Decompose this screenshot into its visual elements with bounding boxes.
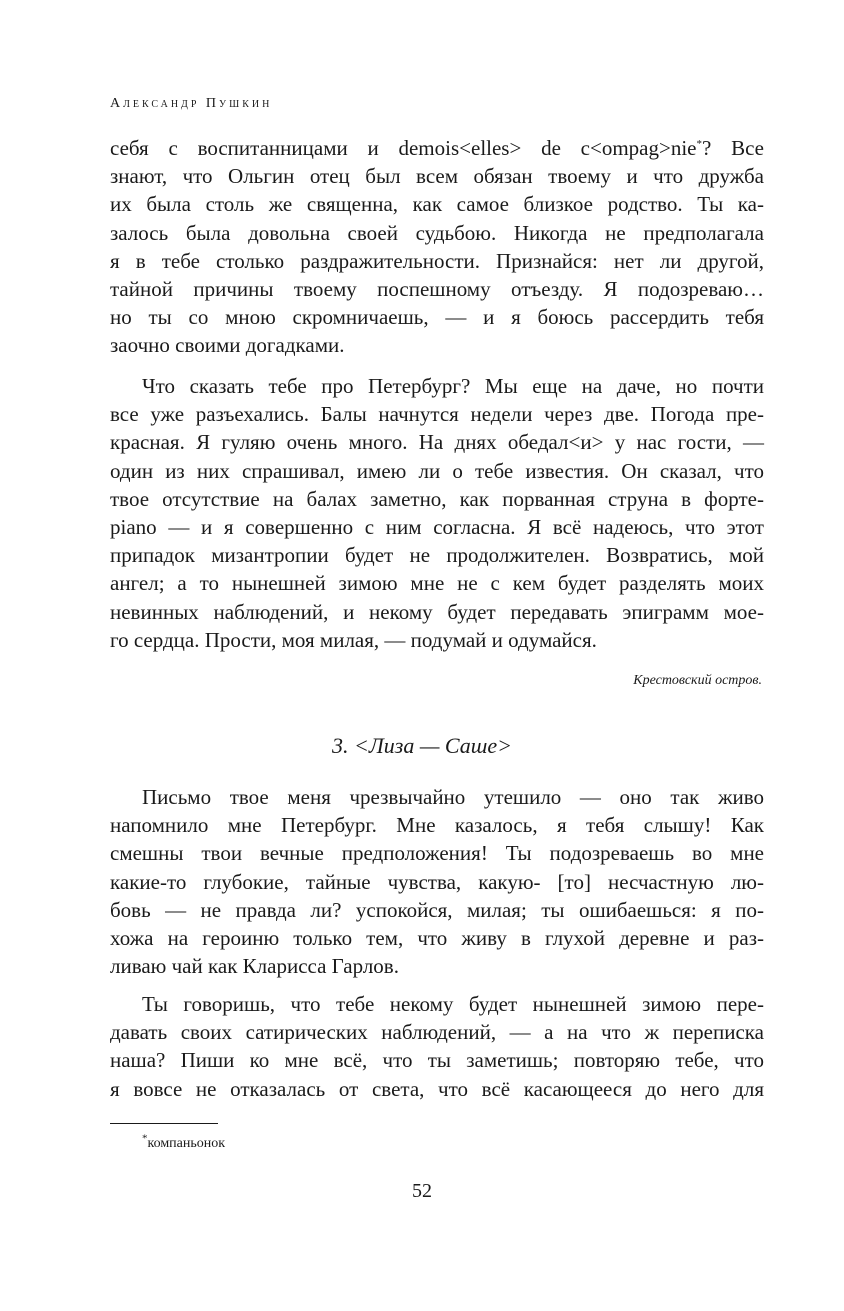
text-line: твое отсутствие на балах заметно, как порванная струна в форте- (110, 486, 764, 511)
text-line: смешны твои вечные предположения! Ты подозреваешь во мне (110, 841, 764, 866)
text-line: какие-то глубокие, тайные чувства, какую- [то] несчастную лю- (110, 869, 764, 894)
text-line: Ты говоришь, что тебе некому будет нынешней зимою пере- (142, 992, 764, 1016)
footnote (142, 1132, 226, 1152)
text-line: напомнило мне Петербург. Мне казалось, я тебя слышу! Как (110, 813, 764, 838)
paragraph-2 (110, 372, 764, 654)
footnote-rule (110, 1123, 218, 1124)
text-line: тайной причины твоему поспешному отъезду. Я подозреваю… (110, 276, 764, 301)
signature-place: Крестовский остров. (633, 673, 762, 688)
text-line: ангел; а то нынешней зимою мне не с кем будет разделять моих (110, 571, 764, 596)
text-line: заочно своими догадками. (110, 333, 345, 358)
text-line: припадок мизантропии будет не продолжителен. Возвратись, мой (110, 543, 764, 568)
text-line: красная. Я гуляю очень много. На днях обедал<и> у нас гости, — (110, 430, 764, 455)
footnote-marker: * (696, 138, 702, 150)
text-line: го сердца. Прости, моя милая, — подумай и одумайся. (110, 627, 597, 652)
paragraph-3 (110, 783, 764, 980)
text-line: невинных наблюдений, и некому будет передавать эпиграмм мое- (110, 599, 764, 624)
text-line: ливаю чай как Кларисса Гарлов. (110, 954, 399, 979)
text-line: все уже разъехались. Балы начнутся недели через две. Погода пре- (110, 402, 764, 427)
text-line: наша? Пиши ко мне всё, что ты заметишь; повторяю тебе, что (110, 1048, 764, 1073)
text-line: но ты со мною скромничаешь, — и я боюсь рассердить тебя (110, 305, 764, 330)
text-line: залось была довольна своей судьбою. Никогда не предполагала (110, 220, 764, 245)
paragraph-1 (110, 134, 764, 360)
footnote-text: компаньонок (147, 1136, 226, 1151)
text-line: я в тебе столько раздражительности. Признайся: нет ли другой, (110, 248, 764, 273)
text-line: знают, что Ольгин отец был всем обязан твоему и что дружба (110, 164, 764, 189)
text-line: Что сказать тебе про Петербург? Мы еще на даче, но почти (142, 374, 764, 398)
footnote-marker: * (142, 1132, 148, 1145)
text-line: Письмо твое меня чрезвычайно утешило — оно так живо (142, 785, 764, 809)
text-line: давать своих сатирических наблюдений, — а на что ж переписка (110, 1020, 764, 1045)
text-line: себя с воспитанницами и demois<elles> de c<ompag>nie*? Все (110, 136, 764, 160)
page-number: 52 (412, 1180, 432, 1202)
section-heading: 3. <Лиза — Саше> (332, 733, 512, 758)
text-line: piano — и я совершенно с ним согласна. Я всё надеюсь, что этот (110, 514, 764, 539)
running-head: Александр Пушкин (110, 96, 273, 111)
text-line: их была столь же священна, как самое близкое родство. Ты ка- (110, 192, 764, 217)
text-line: я вовсе не отказалась от света, что всё касающееся до него для (110, 1076, 764, 1101)
text-line: бовь — не правда ли? успокойся, милая; ты ошибаешься: я по- (110, 897, 764, 922)
text-line: хожа на героиню только тем, что живу в глухой деревне и раз- (110, 925, 764, 950)
paragraph-4 (110, 990, 764, 1103)
text-line: один из них спрашивал, имею ли о тебе известия. Он сказал, что (110, 458, 764, 483)
